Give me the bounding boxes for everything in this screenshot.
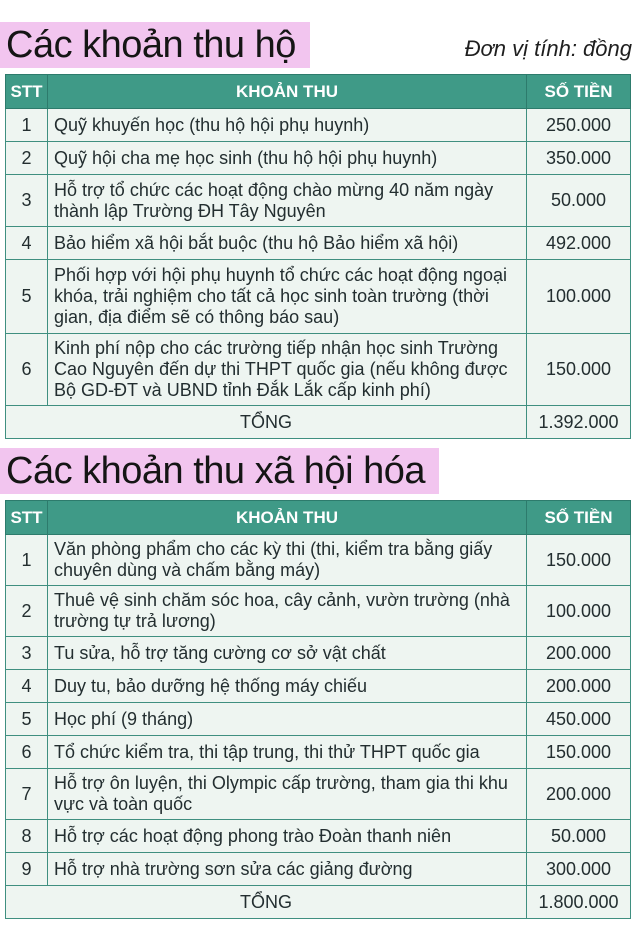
table-row — [6, 586, 631, 637]
table-row — [6, 736, 631, 769]
section-thu-ho — [0, 0, 640, 432]
row-stt: 1 — [6, 535, 48, 586]
section-title: Các khoản thu xã hội hóa — [0, 448, 439, 494]
row-stt: 1 — [6, 109, 48, 142]
row-amount: 450.000 — [527, 703, 631, 736]
col-header-stt: STT — [6, 75, 48, 109]
fee-table — [5, 500, 631, 919]
total-amount: 1.800.000 — [527, 886, 631, 919]
row-amount: 200.000 — [527, 637, 631, 670]
row-stt: 4 — [6, 227, 48, 260]
fee-table — [5, 74, 631, 439]
total-label: TỔNG — [6, 406, 527, 439]
row-item: Tổ chức kiểm tra, thi tập trung, thi thử THPT quốc gia — [48, 736, 527, 769]
row-stt: 8 — [6, 820, 48, 853]
row-item: Phối hợp với hội phụ huynh tổ chức các hoạt động ngoại khóa, trải nghiệm cho tất cả học sinh toàn trường (thời gian, địa điểm sẽ có thông báo sau) — [48, 260, 527, 334]
row-stt: 6 — [6, 736, 48, 769]
table-row — [6, 670, 631, 703]
row-amount: 150.000 — [527, 334, 631, 406]
table-row — [6, 142, 631, 175]
table-header-row — [6, 75, 631, 109]
row-stt: 2 — [6, 142, 48, 175]
row-amount: 100.000 — [527, 586, 631, 637]
row-amount: 250.000 — [527, 109, 631, 142]
table-row — [6, 109, 631, 142]
table-row — [6, 703, 631, 736]
table-row — [6, 769, 631, 820]
table-row — [6, 637, 631, 670]
col-header-item: KHOẢN THU — [48, 501, 527, 535]
row-stt: 5 — [6, 703, 48, 736]
row-item: Quỹ khuyến học (thu hộ hội phụ huynh) — [48, 109, 527, 142]
row-item: Bảo hiểm xã hội bắt buộc (thu hộ Bảo hiểm xã hội) — [48, 227, 527, 260]
row-item: Văn phòng phẩm cho các kỳ thi (thi, kiểm tra bằng giấy chuyên dùng và chấm bằng máy) — [48, 535, 527, 586]
total-amount: 1.392.000 — [527, 406, 631, 439]
table-row — [6, 334, 631, 406]
row-amount: 200.000 — [527, 670, 631, 703]
row-amount: 200.000 — [527, 769, 631, 820]
total-label: TỔNG — [6, 886, 527, 919]
table-header-row — [6, 501, 631, 535]
table-row — [6, 260, 631, 334]
row-item: Hỗ trợ tổ chức các hoạt động chào mừng 40 năm ngày thành lập Trường ĐH Tây Nguyên — [48, 175, 527, 227]
section-header — [0, 0, 640, 70]
table-row — [6, 227, 631, 260]
row-amount: 350.000 — [527, 142, 631, 175]
row-stt: 4 — [6, 670, 48, 703]
total-row — [6, 406, 631, 439]
row-item: Kinh phí nộp cho các trường tiếp nhận học sinh Trường Cao Nguyên đến dự thi THPT quốc gia (nếu không được Bộ GD-ĐT và UBND tỉnh Đắk Lắk cấp kinh phí) — [48, 334, 527, 406]
row-item: Quỹ hội cha mẹ học sinh (thu hộ hội phụ huynh) — [48, 142, 527, 175]
table-row — [6, 820, 631, 853]
col-header-amount: SỐ TIỀN — [527, 501, 631, 535]
row-item: Duy tu, bảo dưỡng hệ thống máy chiếu — [48, 670, 527, 703]
row-item: Học phí (9 tháng) — [48, 703, 527, 736]
row-stt: 2 — [6, 586, 48, 637]
row-stt: 6 — [6, 334, 48, 406]
table-row — [6, 175, 631, 227]
row-amount: 300.000 — [527, 853, 631, 886]
row-amount: 50.000 — [527, 175, 631, 227]
col-header-amount: SỐ TIỀN — [527, 75, 631, 109]
row-stt: 3 — [6, 637, 48, 670]
row-amount: 150.000 — [527, 736, 631, 769]
row-stt: 5 — [6, 260, 48, 334]
unit-note: Đơn vị tính: đồng — [464, 36, 632, 61]
table-row — [6, 535, 631, 586]
row-item: Hỗ trợ các hoạt động phong trào Đoàn thanh niên — [48, 820, 527, 853]
col-header-stt: STT — [6, 501, 48, 535]
row-stt: 7 — [6, 769, 48, 820]
section-title: Các khoản thu hộ — [0, 22, 310, 68]
row-amount: 100.000 — [527, 260, 631, 334]
total-row — [6, 886, 631, 919]
row-stt: 3 — [6, 175, 48, 227]
row-amount: 50.000 — [527, 820, 631, 853]
row-item: Tu sửa, hỗ trợ tăng cường cơ sở vật chất — [48, 637, 527, 670]
row-item: Thuê vệ sinh chăm sóc hoa, cây cảnh, vườn trường (nhà trường tự trả lương) — [48, 586, 527, 637]
col-header-item: KHOẢN THU — [48, 75, 527, 109]
row-item: Hỗ trợ ôn luyện, thi Olympic cấp trường, tham gia thi khu vực và toàn quốc — [48, 769, 527, 820]
row-amount: 150.000 — [527, 535, 631, 586]
row-stt: 9 — [6, 853, 48, 886]
row-amount: 492.000 — [527, 227, 631, 260]
table-row — [6, 853, 631, 886]
section-xa-hoi-hoa — [0, 440, 640, 912]
row-item: Hỗ trợ nhà trường sơn sửa các giảng đường — [48, 853, 527, 886]
